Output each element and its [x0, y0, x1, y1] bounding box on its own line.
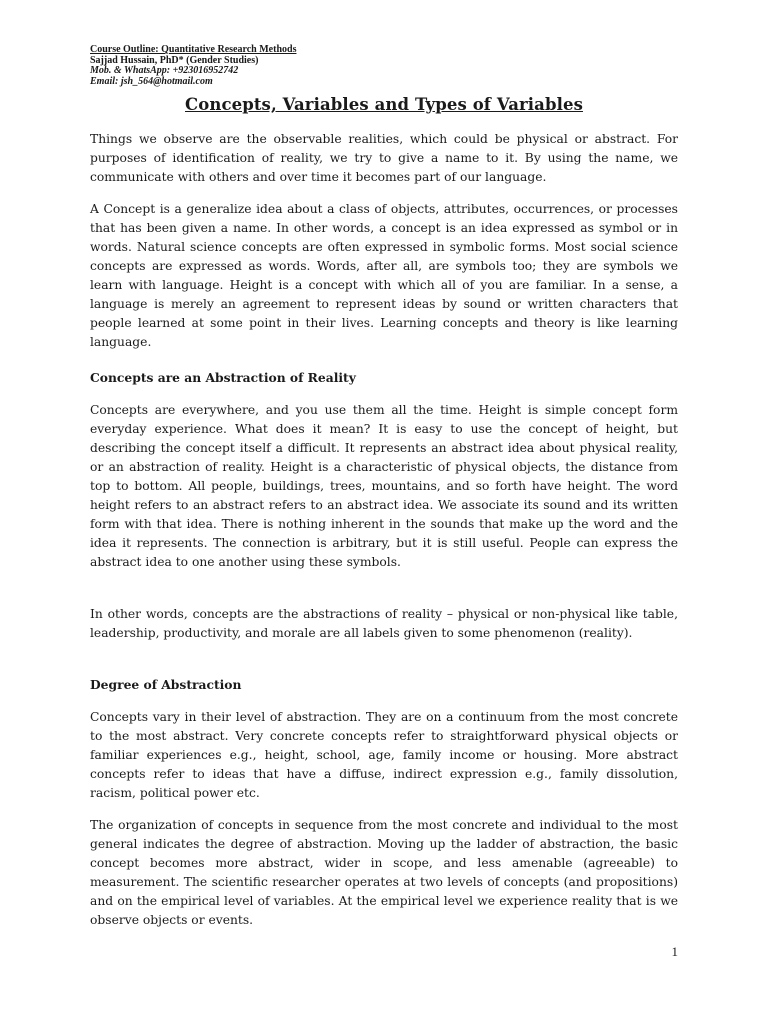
paragraph-text: In other words, concepts are the abstractions of reality – physical or non-physical like table, leadership, productivity, and morale are all labels given to some phenomenon (reality).: [90, 607, 678, 640]
document-header: [90, 45, 296, 87]
paragraph-concept-definition: [90, 200, 678, 352]
paragraph-other-words: [90, 605, 678, 643]
paragraph-organization-of-concepts: [90, 816, 678, 930]
course-title: Course Outline: Quantitative Research Methods: [90, 44, 297, 55]
email-line: Email: jsh_564@hotmail.com: [90, 75, 213, 87]
paragraph-text: The organization of concepts in sequence from the most concrete and individual to the most general indicates the degree of abstraction. Moving up the ladder of abstraction, the basic concept becomes more abstract, wider in scope, and less amenable (agreeable) to measurement. The scientific researcher operates at two levels of concepts (and propositions) and on the empirical level of variables. At the empirical level we experience reality that is we observe objects or events.: [90, 818, 678, 927]
paragraph-text: A Concept is a generalize idea about a class of objects, attributes, occurrences, or processes that has been given a name. In other words, a concept is an idea expressed as symbol or in words. Natural science concepts are often expressed in symbolic forms. Most social science concepts are expressed as words. Words, after all, are symbols too; they are symbols we learn with language. Height is a concept with which all of you are familiar. In a sense, a language is merely an agreement to represent ideas by sound or written characters that people learned at some point in their lives. Learning concepts and theory is like learning language.: [90, 202, 678, 349]
paragraph-text: Concepts are everywhere, and you use them all the time. Height is simple concept form everyday experience. What does it mean? It is easy to use the concept of height, but describing the concept itself a difficult. It represents an abstract idea about physical reality, or an abstraction of reality. Height is a characteristic of physical objects, the distance from top to bottom. All people, buildings, trees, mountains, and so forth have height. The word height refers to an abstract refers to an abstract idea. We associate its sound and its written form with that idea. There is nothing inherent in the sounds that make up the word and the idea it represents. The connection is arbitrary, but it is still useful. People can express the abstract idea to one another using these symbols.: [90, 403, 678, 569]
page-title: Concepts, Variables and Types of Variables: [185, 95, 583, 114]
page-number: 1: [671, 944, 678, 959]
author-line: Sajjad Hussain, PhD* (Gender Studies): [90, 54, 259, 66]
paragraph-levels-of-abstraction: [90, 708, 678, 803]
paragraph-height-example: [90, 401, 678, 572]
section-heading-degree-of-abstraction: Degree of Abstraction: [90, 677, 242, 692]
phone-line: Mob. & WhatsApp: +923016952742: [90, 65, 239, 76]
paragraph-text: Things we observe are the observable realities, which could be physical or abstract. For purposes of identification of reality, we try to give a name to it. By using the name, we communicate with others and over time it becomes part of our language.: [90, 132, 678, 184]
section-heading-abstraction-of-reality: Concepts are an Abstraction of Reality: [90, 370, 356, 385]
paragraph-observable-realities: [90, 130, 678, 187]
paragraph-text: Concepts vary in their level of abstraction. They are on a continuum from the most concrete to the most abstract. Very concrete concepts refer to straightforward physical objects or familiar experiences e.g., height, school, age, family income or housing. More abstract concepts refer to ideas that have a diffuse, indirect expression e.g., family dissolution, racism, political power etc.: [90, 710, 678, 800]
